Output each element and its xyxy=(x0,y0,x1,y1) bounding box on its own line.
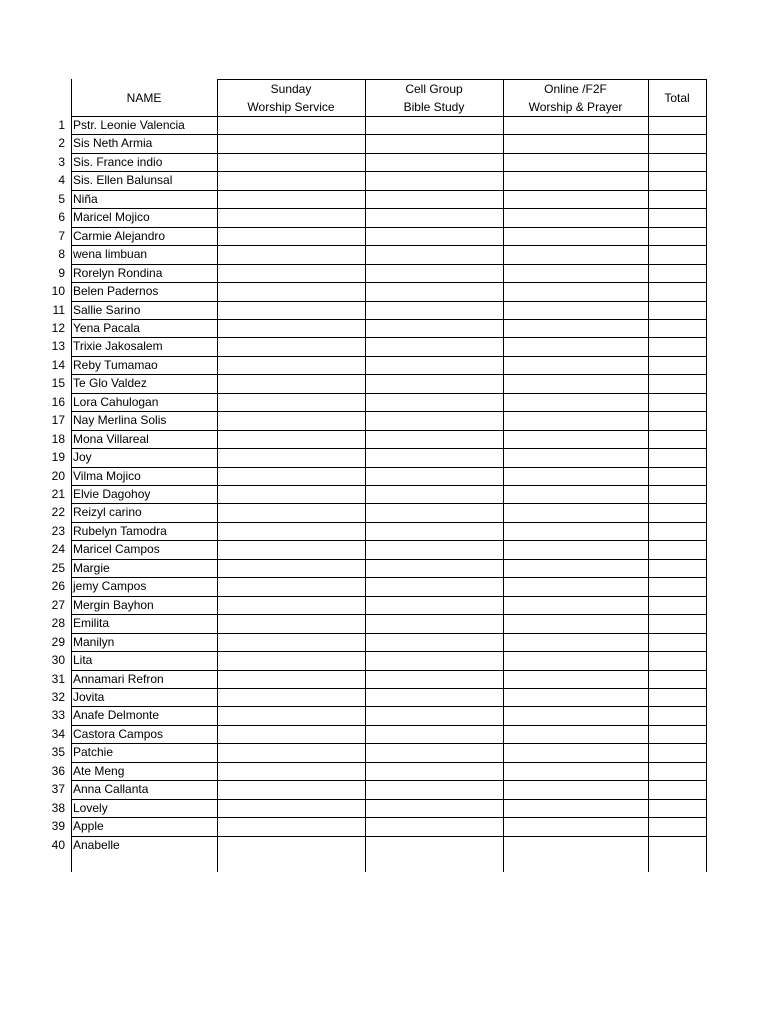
row-number: 36 xyxy=(51,763,65,778)
member-name: Pstr. Leonie Valencia xyxy=(73,118,185,132)
table-row xyxy=(40,374,708,392)
member-name: Emilita xyxy=(73,616,110,631)
member-name: Lita xyxy=(73,653,93,668)
row-number: 29 xyxy=(51,634,65,649)
row-number: 20 xyxy=(51,468,65,483)
row-number: 22 xyxy=(51,505,65,520)
header-cellgroup-line1: Cell Group xyxy=(405,81,463,96)
row-number: 14 xyxy=(51,357,65,372)
row-number: 16 xyxy=(51,394,65,409)
header-cellgroup-line2: Bible Study xyxy=(403,99,465,114)
row-number: 35 xyxy=(51,745,65,760)
row-number: 37 xyxy=(51,782,65,797)
header-total-label: Total xyxy=(664,90,690,105)
header-sunday-line2: Worship Service xyxy=(247,99,335,114)
member-name: Nay Merlina Solis xyxy=(73,413,167,428)
table-row xyxy=(40,467,708,485)
row-number: 17 xyxy=(51,413,65,428)
row-number: 13 xyxy=(51,339,65,354)
header-top-border xyxy=(217,79,707,80)
table-row xyxy=(40,171,708,189)
header-sunday-worship xyxy=(217,79,365,116)
table-row xyxy=(40,596,708,614)
table-row xyxy=(40,577,708,595)
header-sunday-line1: Sunday xyxy=(270,81,312,96)
table-row xyxy=(40,670,708,688)
member-name: Annamari Refron xyxy=(73,671,164,686)
table-row xyxy=(40,725,708,743)
member-name: Lovely xyxy=(73,800,108,815)
row-number: 39 xyxy=(51,819,65,834)
table-row xyxy=(40,282,708,300)
row-number: 5 xyxy=(58,191,65,206)
table-row xyxy=(40,503,708,521)
row-number: 7 xyxy=(58,228,65,243)
table-row xyxy=(40,633,708,651)
header-online-f2f xyxy=(503,79,648,116)
member-name: Lora Cahulogan xyxy=(73,394,159,409)
member-name: jemy Campos xyxy=(73,579,147,594)
row-number: 31 xyxy=(51,671,65,686)
table-row xyxy=(40,485,708,503)
member-name: Sis Neth Armia xyxy=(73,136,153,151)
member-name: Anabelle xyxy=(73,837,120,852)
table-row xyxy=(40,227,708,245)
row-number: 4 xyxy=(58,173,65,188)
table-row xyxy=(40,208,708,226)
member-name: Elvie Dagohoy xyxy=(73,487,151,501)
member-name: Belen Padernos xyxy=(73,284,159,299)
table-row xyxy=(40,706,708,724)
table-row xyxy=(40,116,708,134)
table-row xyxy=(40,264,708,282)
row-number: 25 xyxy=(51,560,65,575)
table-row xyxy=(40,799,708,817)
table-row xyxy=(40,337,708,355)
table-row xyxy=(40,614,708,632)
member-name: Maricel Mojico xyxy=(73,210,150,225)
member-name: Rubelyn Tamodra xyxy=(73,523,167,538)
row-number: 21 xyxy=(51,487,65,501)
member-name: Yena Pacala xyxy=(73,320,140,335)
row-number: 2 xyxy=(58,136,65,151)
table-row xyxy=(40,190,708,208)
row-number: 9 xyxy=(58,265,65,280)
row-number: 15 xyxy=(51,376,65,391)
header-online-line2: Worship & Prayer xyxy=(528,99,623,114)
table-row xyxy=(40,688,708,706)
table-row xyxy=(40,301,708,319)
member-name: Apple xyxy=(73,819,104,834)
row-number: 26 xyxy=(51,579,65,594)
table-row xyxy=(40,762,708,780)
header-online-line1: Online /F2F xyxy=(544,81,607,96)
row-number: 19 xyxy=(51,450,65,465)
member-name: Mona Villareal xyxy=(73,431,149,446)
member-name: Ate Meng xyxy=(73,763,125,778)
row-number: 30 xyxy=(51,653,65,668)
row-number: 24 xyxy=(51,542,65,557)
row-number: 38 xyxy=(51,800,65,815)
row-number: 12 xyxy=(51,320,65,335)
member-name: Margie xyxy=(73,560,110,575)
table-row xyxy=(40,393,708,411)
table-row xyxy=(40,836,708,854)
table-row xyxy=(40,430,708,448)
row-number: 11 xyxy=(52,302,65,317)
table-row xyxy=(40,540,708,558)
member-name: Reizyl carino xyxy=(73,505,142,520)
row-number: 6 xyxy=(58,210,65,225)
row-number: 10 xyxy=(51,284,65,299)
table-row xyxy=(40,448,708,466)
member-name: Manilyn xyxy=(73,634,115,649)
row-number: 1 xyxy=(58,118,65,132)
member-name: Carmie Alejandro xyxy=(73,228,166,243)
header-name-label: NAME xyxy=(126,90,162,105)
member-name: Trixie Jakosalem xyxy=(73,339,163,354)
member-name: Castora Campos xyxy=(73,726,164,741)
row-number: 40 xyxy=(51,837,65,852)
table-row xyxy=(40,817,708,835)
member-name: Sis. France indio xyxy=(73,154,163,169)
row-number: 28 xyxy=(51,616,65,631)
table-row xyxy=(40,651,708,669)
member-name: Anna Callanta xyxy=(73,782,149,797)
header-cell-group xyxy=(365,79,503,116)
table-row xyxy=(40,411,708,429)
member-name: Vilma Mojico xyxy=(73,468,141,483)
header-name xyxy=(71,79,217,116)
member-name: Joy xyxy=(73,450,92,465)
table-row xyxy=(40,522,708,540)
table-row xyxy=(40,743,708,761)
header-total xyxy=(648,79,706,116)
member-name: Reby Tumamao xyxy=(73,357,158,372)
row-number: 34 xyxy=(51,726,65,741)
row-number: 18 xyxy=(51,431,65,446)
member-name: Mergin Bayhon xyxy=(73,597,154,612)
member-name: Anafe Delmonte xyxy=(73,708,160,723)
member-name: Jovita xyxy=(73,689,105,704)
table-row xyxy=(40,153,708,171)
row-number: 3 xyxy=(58,154,65,169)
table-row xyxy=(40,780,708,798)
member-name: Patchie xyxy=(73,745,114,760)
member-name: Niña xyxy=(73,191,98,206)
member-name: wena limbuan xyxy=(73,247,148,262)
row-number: 33 xyxy=(51,708,65,723)
member-name: Sis. Ellen Balunsal xyxy=(73,173,173,188)
row-number: 8 xyxy=(58,247,65,262)
table-row xyxy=(40,245,708,263)
table-row xyxy=(40,559,708,577)
member-name: Maricel Campos xyxy=(73,542,160,557)
row-number: 32 xyxy=(51,689,65,704)
table-row xyxy=(40,319,708,337)
row-number: 23 xyxy=(51,523,65,538)
member-name: Rorelyn Rondina xyxy=(73,265,163,280)
member-name: Te Glo Valdez xyxy=(73,376,147,391)
member-name: Sallie Sarino xyxy=(73,302,141,317)
table-row xyxy=(40,134,708,152)
table-row xyxy=(40,356,708,374)
row-number: 27 xyxy=(51,597,65,612)
